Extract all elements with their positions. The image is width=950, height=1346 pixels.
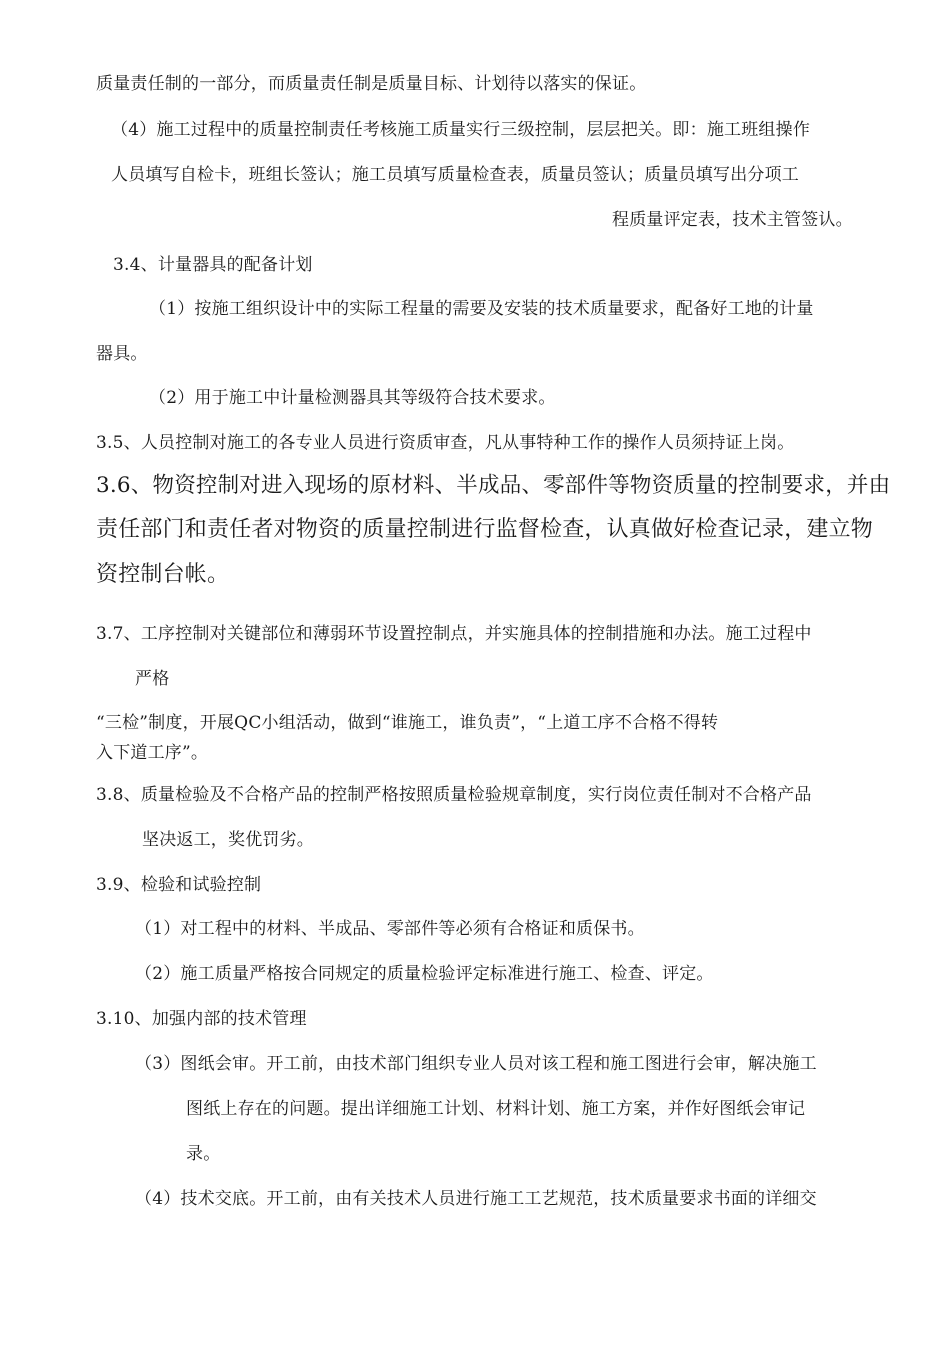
- text-line-21: （2）施工质量严格按合同规定的质量检验评定标准进行施工、检查、评定。: [135, 964, 714, 984]
- text-line-8: （2）用于施工中计量检测器具其等级符合技术要求。: [149, 388, 556, 408]
- section-heading-3-10: 3.10、加强内部的技术管理: [96, 1009, 307, 1029]
- section-3-6-line-2: 责任部门和责任者对物资的质量控制进行监督检查，认真做好检查记录，建立物: [96, 517, 874, 542]
- text-line-7: 器具。: [96, 344, 148, 364]
- text-line-6: （1）按施工组织设计中的实际工程量的需要及安装的技术质量要求，配备好工地的计量: [149, 299, 814, 319]
- section-heading-3-4: 3.4、计量器具的配备计划: [113, 255, 313, 275]
- text-line-23: （3）图纸会审。开工前，由技术部门组织专业人员对该工程和施工图进行会审，解决施工: [135, 1054, 817, 1074]
- text-line-25: 录。: [186, 1144, 221, 1164]
- section-3-6-line-1: 3.6、物资控制对进入现场的原材料、半成品、零部件等物资质量的控制要求，并由: [96, 473, 891, 498]
- text-line-4: 程质量评定表，技术主管签认。: [612, 210, 853, 230]
- section-3-8-line-2: 坚决返工，奖优罚劣。: [142, 830, 314, 850]
- section-3-7-line-2: 严格: [135, 669, 170, 689]
- section-3-7-line-1: 3.7、工序控制对关键部位和薄弱环节设置控制点，并实施具体的控制措施和办法。施工过程中: [96, 624, 812, 644]
- text-line-24: 图纸上存在的问题。提出详细施工计划、材料计划、施工方案，并作好图纸会审记: [186, 1099, 806, 1119]
- text-line-26: （4）技术交底。开工前，由有关技术人员进行施工工艺规范，技术质量要求书面的详细交: [135, 1189, 817, 1209]
- section-3-5: 3.5、人员控制对施工的各专业人员进行资质审查，凡从事特种工作的操作人员须持证上岗。: [96, 433, 795, 453]
- section-3-7-line-3: “三检”制度，开展QC小组活动，做到“谁施工，谁负责”，“上道工序不合格不得转: [96, 713, 719, 733]
- section-3-6-line-3: 资控制台帐。: [96, 562, 230, 587]
- section-3-8-line-1: 3.8、质量检验及不合格产品的控制严格按照质量检验规章制度，实行岗位责任制对不合格产品: [96, 785, 812, 805]
- section-heading-3-9: 3.9、检验和试验控制: [96, 875, 262, 895]
- text-line-20: （1）对工程中的材料、半成品、零部件等必须有合格证和质保书。: [135, 919, 645, 939]
- text-line-1: 质量责任制的一部分，而质量责任制是质量目标、计划待以落实的保证。: [96, 74, 647, 94]
- text-line-3: 人员填写自检卡，班组长签认；施工员填写质量检查表，质量员签认；质量员填写出分项工: [111, 165, 799, 185]
- section-3-7-line-4: 入下道工序”。: [96, 743, 209, 763]
- text-line-2: （4）施工过程中的质量控制责任考核施工质量实行三级控制，层层把关。即：施工班组操作: [111, 120, 811, 140]
